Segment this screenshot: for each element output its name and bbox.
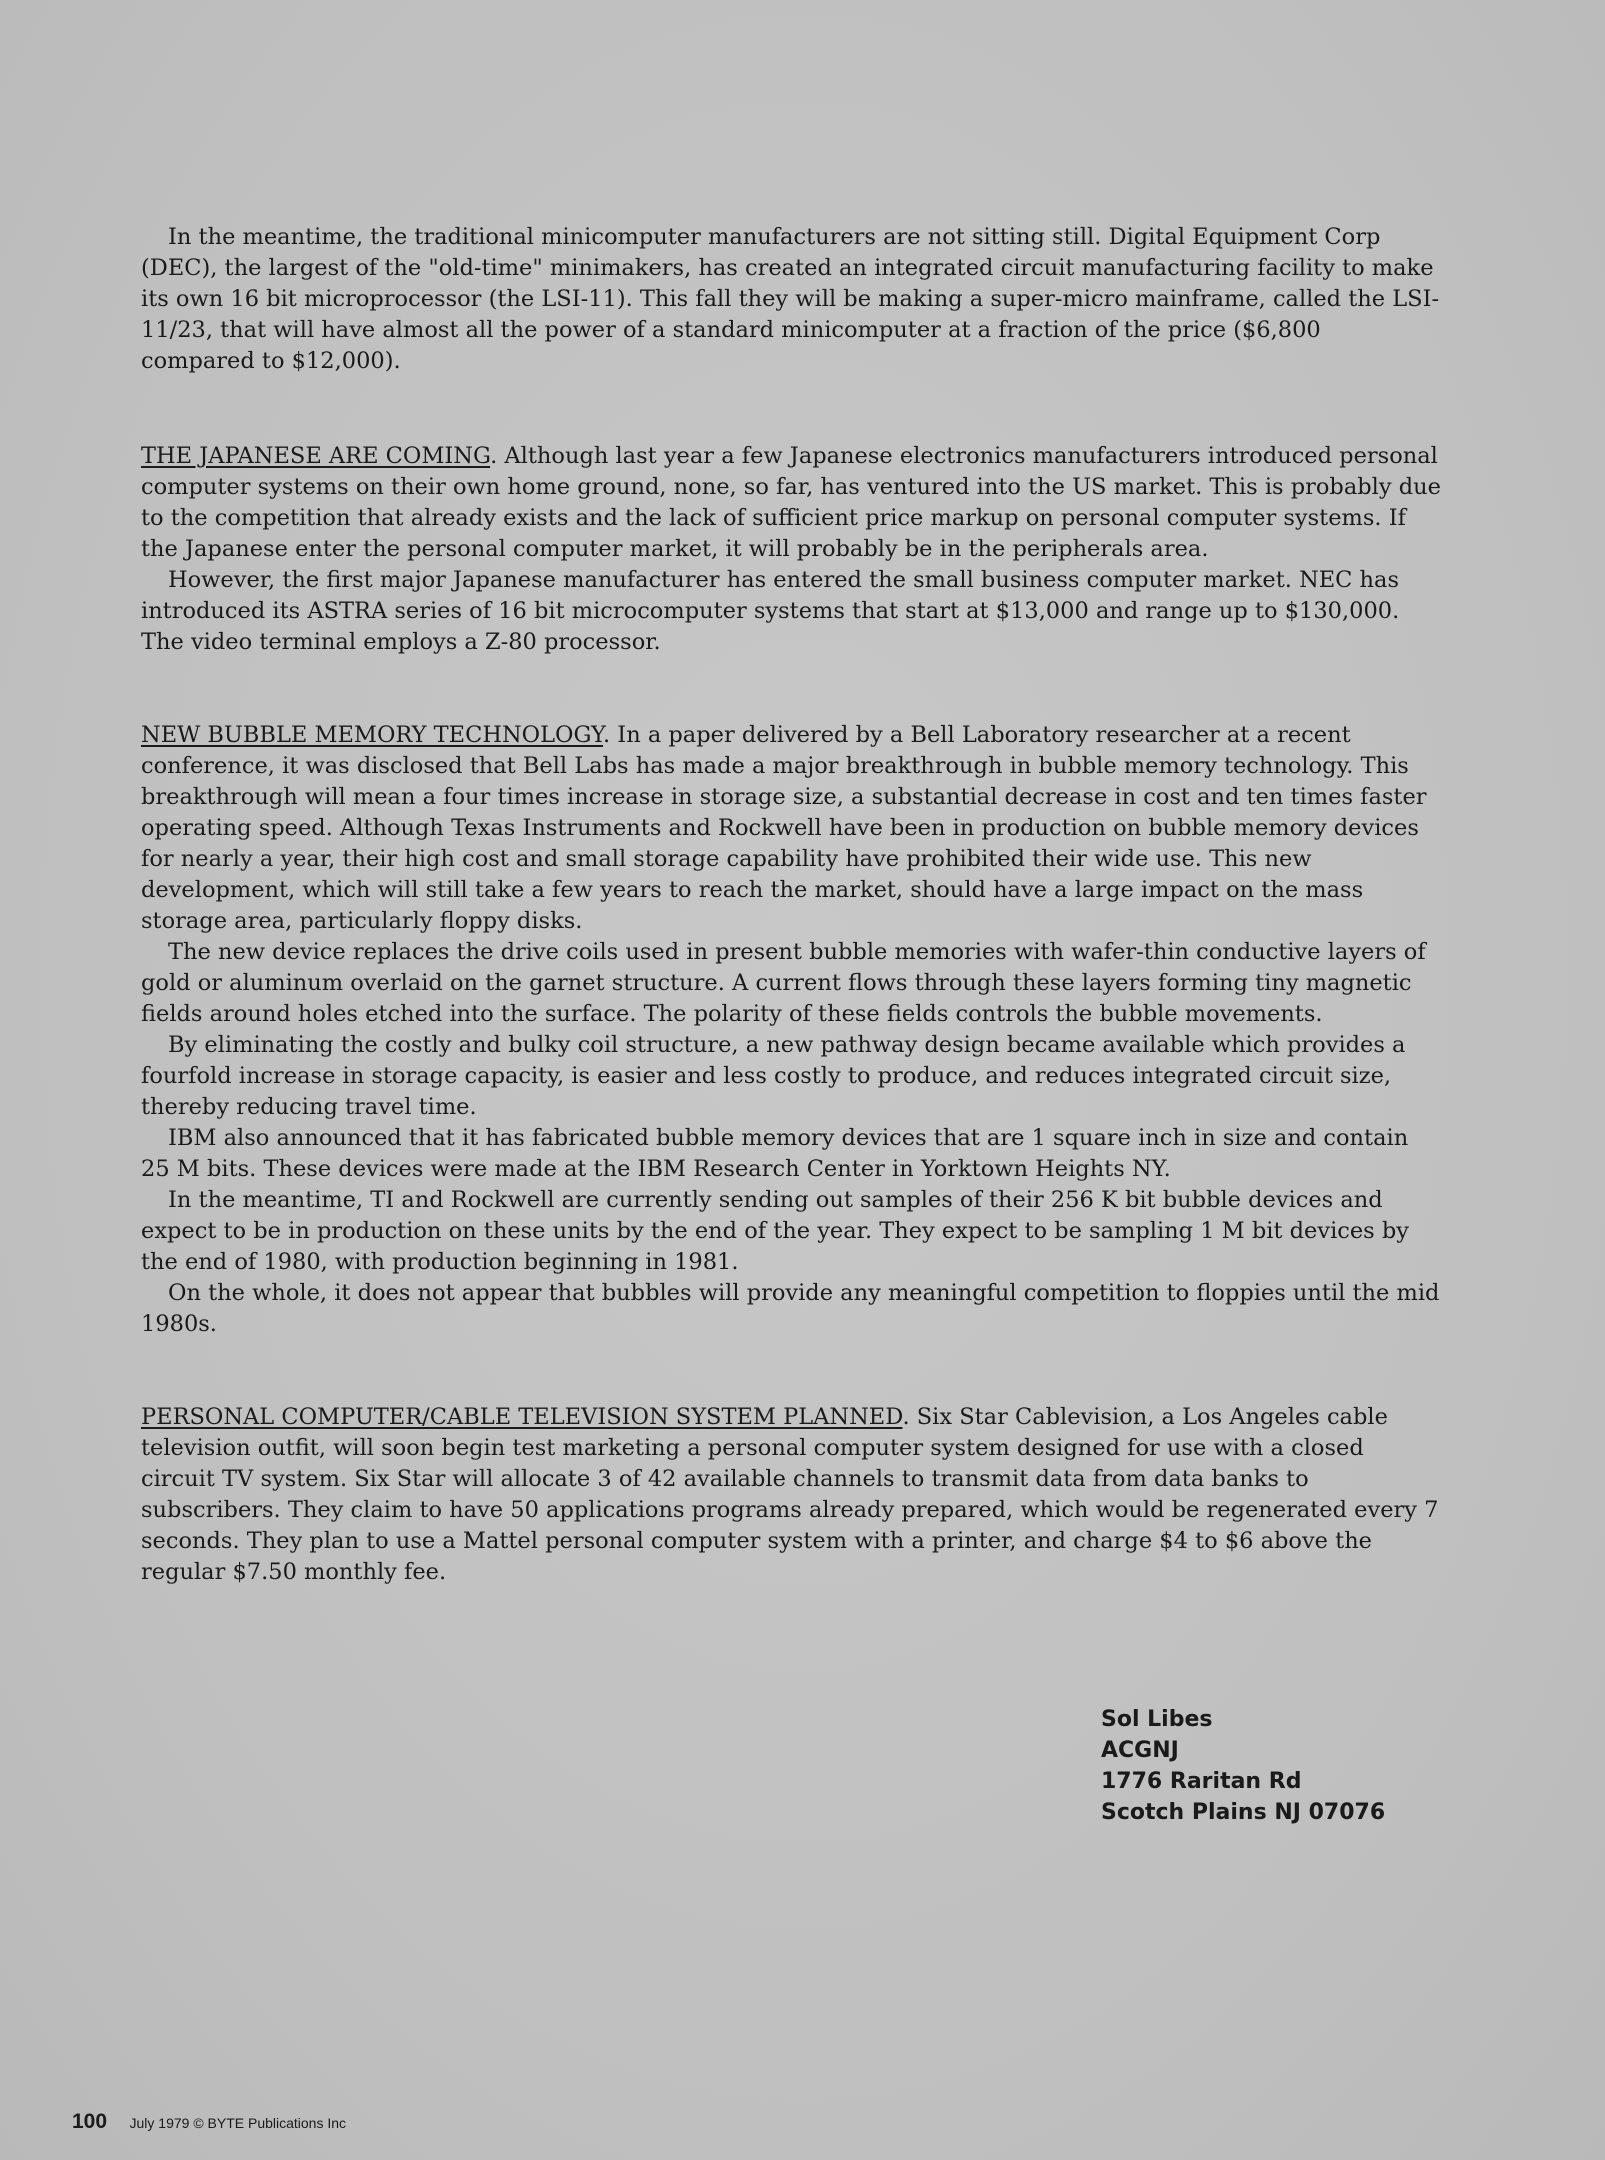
section-bubble-memory	[141, 720, 1441, 1340]
footer-credit: July 1979 © BYTE Publications Inc	[129, 2115, 347, 2131]
paragraph	[141, 1402, 1441, 1588]
paragraph: In the meantime, the traditional minicomputer manufacturers are not sitting still. Digital Equipment Corp (DEC), the largest of the "old-time" minimakers, has created an integrated circuit manufacturing facility to make its own 16 bit microprocessor (the LSI-11). This fall they will be making a super-micro mainframe, called the LSI-11/23, that will have almost all the power of a standard minicomputer at a fraction of the price ($6,800 compared to $12,000).	[141, 224, 1440, 374]
section-japanese-are-coming	[141, 441, 1441, 658]
paragraph: However, the first major Japanese manufacturer has entered the small business computer market. NEC has introduced its ASTRA series of 16 bit microcomputer systems that start at $13,000 and range up to $130,000. The video terminal employs a Z-80 processor.	[141, 567, 1400, 655]
section-cable-television	[141, 1402, 1441, 1588]
paragraph: On the whole, it does not appear that bubbles will provide any meaningful competition to floppies until the mid 1980s.	[141, 1280, 1440, 1337]
paragraph: In the meantime, TI and Rockwell are currently sending out samples of their 256 K bit bubble devices and expect to be in production on these units by the end of the year. They expect to be sampling 1 M bit devices by the end of 1980, with production beginning in 1981.	[141, 1187, 1409, 1275]
page-number: 100	[72, 2110, 108, 2133]
paragraph: By eliminating the costly and bulky coil structure, a new pathway design became available which provides a fourfold increase in storage capacity, is easier and less costly to produce, and reduces integrated circuit size, thereby reducing travel time.	[141, 1032, 1406, 1120]
article-body	[141, 222, 1441, 1650]
author-city: Scotch Plains NJ 07076	[1101, 1800, 1386, 1825]
paragraph-text: . In a paper delivered by a Bell Laboratory researcher at a recent conference, it was disclosed that Bell Labs has made a major breakthrough in bubble memory technology. This breakthrough will mean a four times increase in storage size, a substantial decrease in cost and ten times faster operating speed. Although Texas Instruments and Rockwell have been in production on bubble memory devices for nearly a year, their high cost and small storage capability have prohibited their wide use. This new development, which will still take a few years to reach the market, should have a large impact on the mass storage area, particularly floppy disks.	[141, 722, 1427, 934]
author-street: 1776 Raritan Rd	[1101, 1769, 1302, 1794]
page-footer	[72, 2110, 346, 2134]
section-heading: NEW BUBBLE MEMORY TECHNOLOGY	[141, 722, 603, 748]
paragraph-text: . Six Star Cablevision, a Los Angeles cable television outfit, will soon begin test marketing a personal computer system designed for use with a closed circuit TV system. Six Star will allocate 3 of 42 available channels to transmit data from data banks to subscribers. They claim to have 50 applications programs already prepared, which would be regenerated every 7 seconds. They plan to use a Mattel personal computer system with a printer, and charge $4 to $6 above the regular $7.50 monthly fee.	[141, 1404, 1439, 1585]
section-minicomputer-manufacturers	[141, 222, 1441, 377]
paragraph: The new device replaces the drive coils used in present bubble memories with wafer-thin conductive layers of gold or aluminum overlaid on the garnet structure. A current flows through these layers forming tiny magnetic fields around holes etched into the surface. The polarity of these fields controls the bubble movements.	[141, 939, 1426, 1027]
author-signature	[1101, 1704, 1385, 1828]
author-name: Sol Libes	[1101, 1707, 1213, 1732]
author-organization: ACGNJ	[1101, 1738, 1179, 1763]
paragraph: IBM also announced that it has fabricated bubble memory devices that are 1 square inch in size and contain 25 M bits. These devices were made at the IBM Research Center in Yorktown Heights NY.	[141, 1125, 1409, 1182]
paragraph-text: . Although last year a few Japanese electronics manufacturers introduced personal computer systems on their own home ground, none, so far, has ventured into the US market. This is probably due to the competition that already exists and the lack of sufficient price markup on personal computer systems. If the Japanese enter the personal computer market, it will probably be in the peripherals area.	[141, 443, 1441, 562]
section-heading: THE JAPANESE ARE COMING	[141, 443, 491, 469]
paragraph	[141, 441, 1441, 565]
paragraph	[141, 720, 1441, 937]
section-heading: PERSONAL COMPUTER/CABLE TELEVISION SYSTEM PLANNED	[141, 1404, 903, 1430]
